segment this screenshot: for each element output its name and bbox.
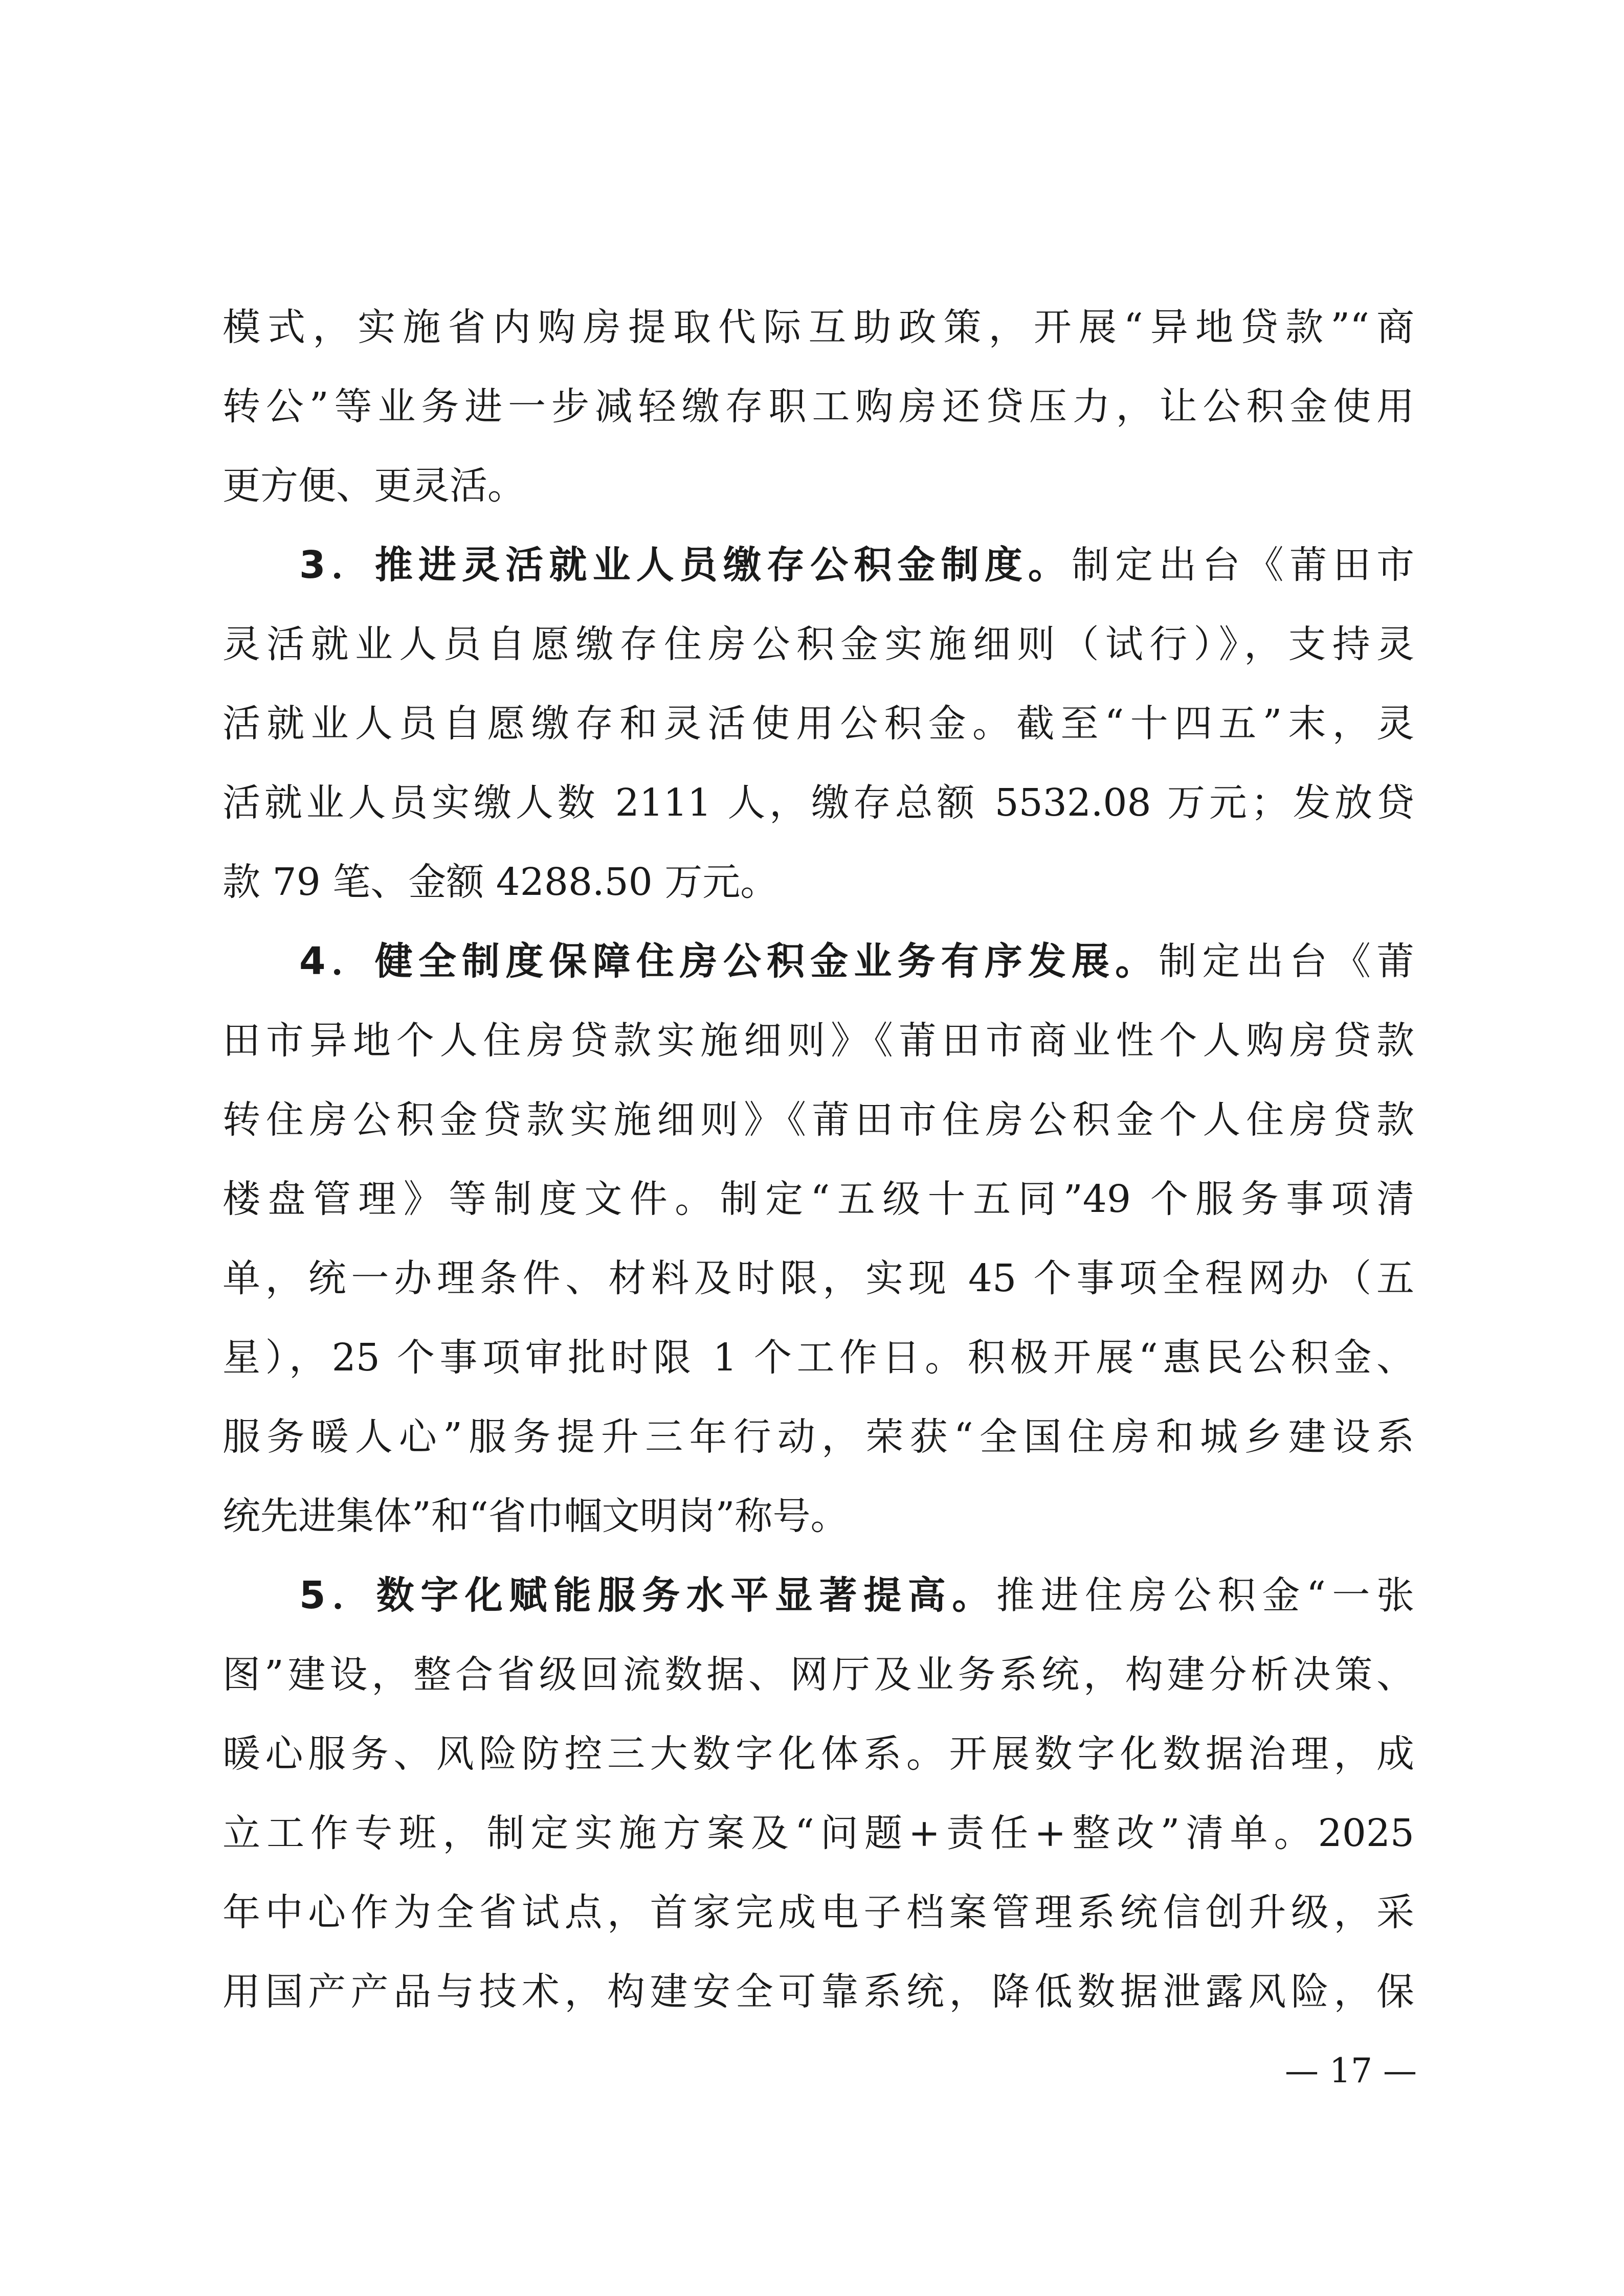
item4-first-line <box>299 931 1414 992</box>
item3-first-line <box>299 534 1414 596</box>
text-line: 用国产产品与技术，构建安全可靠系统，降低数据泄露风险，保 <box>223 1970 1414 2014</box>
text-line: 转住房公积金贷款实施细则》《莆田市住房公积金个人住房贷款 <box>223 1098 1414 1142</box>
text-line: 年中心作为全省试点，首家完成电子档案管理系统信创升级，采 <box>223 1890 1414 1934</box>
item5-first-line <box>299 1565 1414 1626</box>
item4-first-line-text: 制定出台《莆 <box>1159 939 1414 983</box>
text-line: 统先进集体”和“省巾帼文明岗”称号。 <box>223 1494 849 1538</box>
item4-heading: 4．健全制度保障住房公积金业务有序发展。 <box>299 939 1159 983</box>
text-line: 单，统一办理条件、材料及时限，实现 45 个事项全程网办（五 <box>223 1256 1414 1300</box>
text-line: 转公”等业务进一步减轻缴存职工购房还贷压力，让公积金使用 <box>223 385 1414 429</box>
text-line: 暖心服务、风险防控三大数字化体系。开展数字化数据治理，成 <box>223 1732 1414 1776</box>
text-line: 活就业人员自愿缴存和灵活使用公积金。截至“十四五”末，灵 <box>223 702 1414 746</box>
text-line: 模式，实施省内购房提取代际互助政策，开展“异地贷款”“商 <box>223 305 1414 349</box>
text-line: 款 79 笔、金额 4288.50 万元。 <box>223 860 778 904</box>
text-line: 更方便、更灵活。 <box>223 464 525 508</box>
page-number: — 17 — <box>1285 2051 1417 2090</box>
item5-heading: 5．数字化赋能服务水平显著提高。 <box>299 1573 996 1617</box>
item5-first-line-text: 推进住房公积金“一张 <box>996 1573 1414 1617</box>
text-line: 灵活就业人员自愿缴存住房公积金实施细则（试行）》，支持灵 <box>223 622 1414 666</box>
item3-first-line-text: 制定出台《莆田市 <box>1072 543 1414 587</box>
text-line: 星），25 个事项审批时限 1 个工作日。积极开展“惠民公积金、 <box>223 1336 1414 1380</box>
item3-heading: 3．推进灵活就业人员缴存公积金制度。 <box>299 543 1072 587</box>
text-line: 活就业人员实缴人数 2111 人，缴存总额 5532.08 万元；发放贷 <box>223 781 1414 825</box>
text-line: 图”建设，整合省级回流数据、网厅及业务系统，构建分析决策、 <box>223 1653 1414 1697</box>
text-line: 服务暖人心”服务提升三年行动，荣获“全国住房和城乡建设系 <box>223 1415 1414 1459</box>
text-line: 立工作专班，制定实施方案及“问题+责任+整改”清单。2025 <box>223 1811 1414 1855</box>
text-line: 楼盘管理》等制度文件。制定“五级十五同”49 个服务事项清 <box>223 1177 1414 1221</box>
text-line: 田市异地个人住房贷款实施细则》《莆田市商业性个人购房贷款 <box>223 1019 1414 1063</box>
